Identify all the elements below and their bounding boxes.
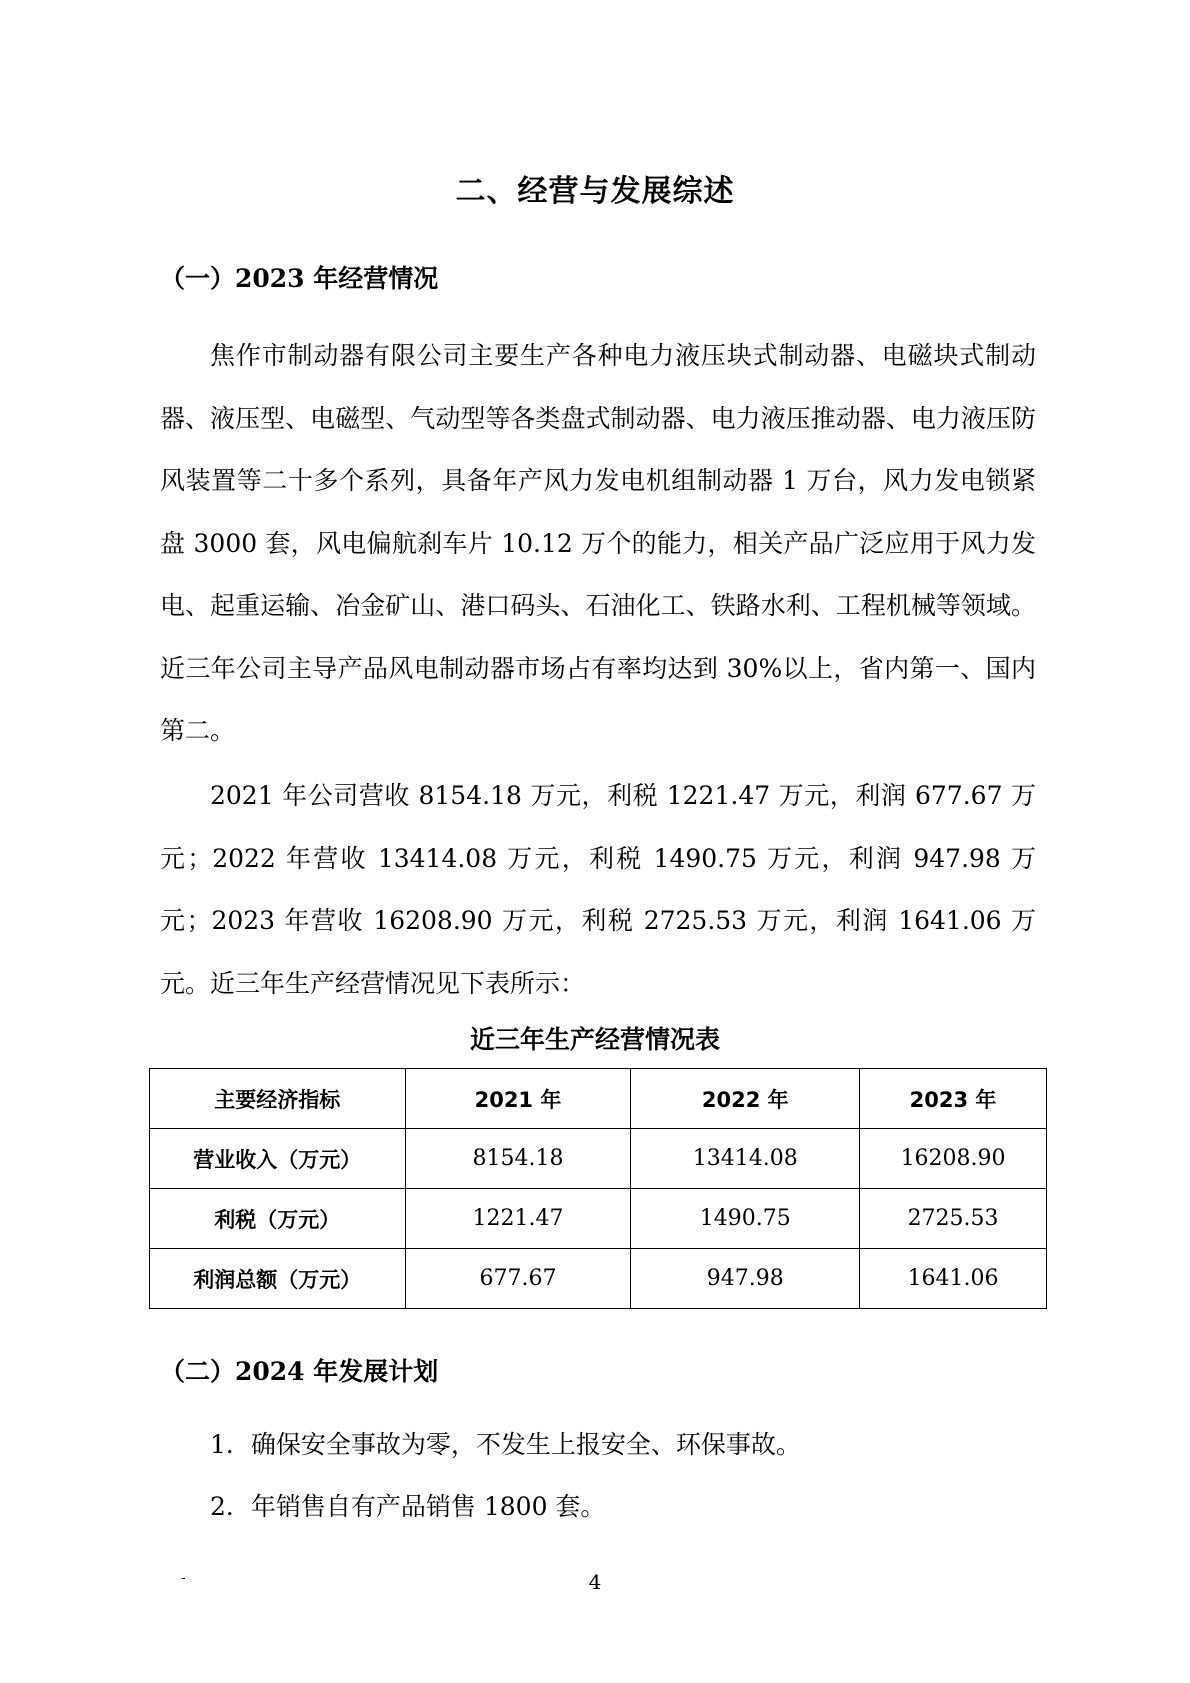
table-cell: 2725.53 — [860, 1189, 1047, 1249]
table-cell: 1641.06 — [860, 1249, 1047, 1309]
table-cell: 677.67 — [405, 1249, 631, 1309]
table-row — [150, 1129, 1047, 1189]
table-header-row — [150, 1069, 1047, 1129]
plan-item: 2．年销售自有产品销售 1800 套。 — [210, 1492, 606, 1521]
table-header-cell: 2022 年 — [631, 1069, 860, 1129]
table-header-cell: 2023 年 — [860, 1069, 1047, 1129]
table-cell: 13414.08 — [631, 1129, 860, 1189]
table-caption: 近三年生产经营情况表 — [469, 1025, 720, 1054]
page-number: 4 — [588, 1570, 602, 1594]
table-row-label: 利税（万元） — [150, 1189, 406, 1249]
table-cell: 1221.47 — [405, 1189, 631, 1249]
table-cell: 947.98 — [631, 1249, 860, 1309]
plan-item: 1．确保安全事故为零，不发生上报安全、环保事故。 — [210, 1430, 801, 1459]
table-row — [150, 1189, 1047, 1249]
page-title: 二、经营与发展综述 — [455, 174, 735, 209]
section-heading-plan: （二）2024 年发展计划 — [160, 1357, 439, 1386]
operations-table — [149, 1068, 1047, 1309]
table-row-label: 利润总额（万元） — [150, 1249, 406, 1309]
table-cell: 8154.18 — [405, 1129, 631, 1189]
table-row-label: 营业收入（万元） — [150, 1129, 406, 1189]
table-row — [150, 1249, 1047, 1309]
section-heading-operations: （一）2023 年经营情况 — [160, 264, 439, 293]
footer-dash: - — [181, 1570, 186, 1586]
paragraph-company-overview: 焦作市制动器有限公司主要生产各种电力液压块式制动器、电磁块式制动器、液压型、电磁型、气动型等各类盘式制动器、电力液压推动器、电力液压防风装置等二十多个系列，具备年产风力发电机组制动器 1 万台，风力发电锁紧盘 3000 套，风电偏航刹车片 10.12 万个的能力，相关产品广泛应用于风力发电、起重运输、冶金矿山、港口码头、石油化工、铁路水利、工程机械等领域。近三年公司主导产品风电制动器市场占有率均达到 30%以上，省内第一、国内第二。 — [160, 341, 1036, 745]
paragraph-financial-summary: 2021 年公司营收 8154.18 万元，利税 1221.47 万元，利润 677.67 万元；2022 年营收 13414.08 万元，利税 1490.75 万元，利润 947.98 万元；2023 年营收 16208.90 万元，利税 2725.53 万元，利润 1641.06 万元。近三年生产经营情况见下表所示： — [160, 781, 1036, 998]
table-header-cell: 2021 年 — [405, 1069, 631, 1129]
table-header-cell: 主要经济指标 — [150, 1069, 406, 1129]
table-cell: 1490.75 — [631, 1189, 860, 1249]
table-cell: 16208.90 — [860, 1129, 1047, 1189]
